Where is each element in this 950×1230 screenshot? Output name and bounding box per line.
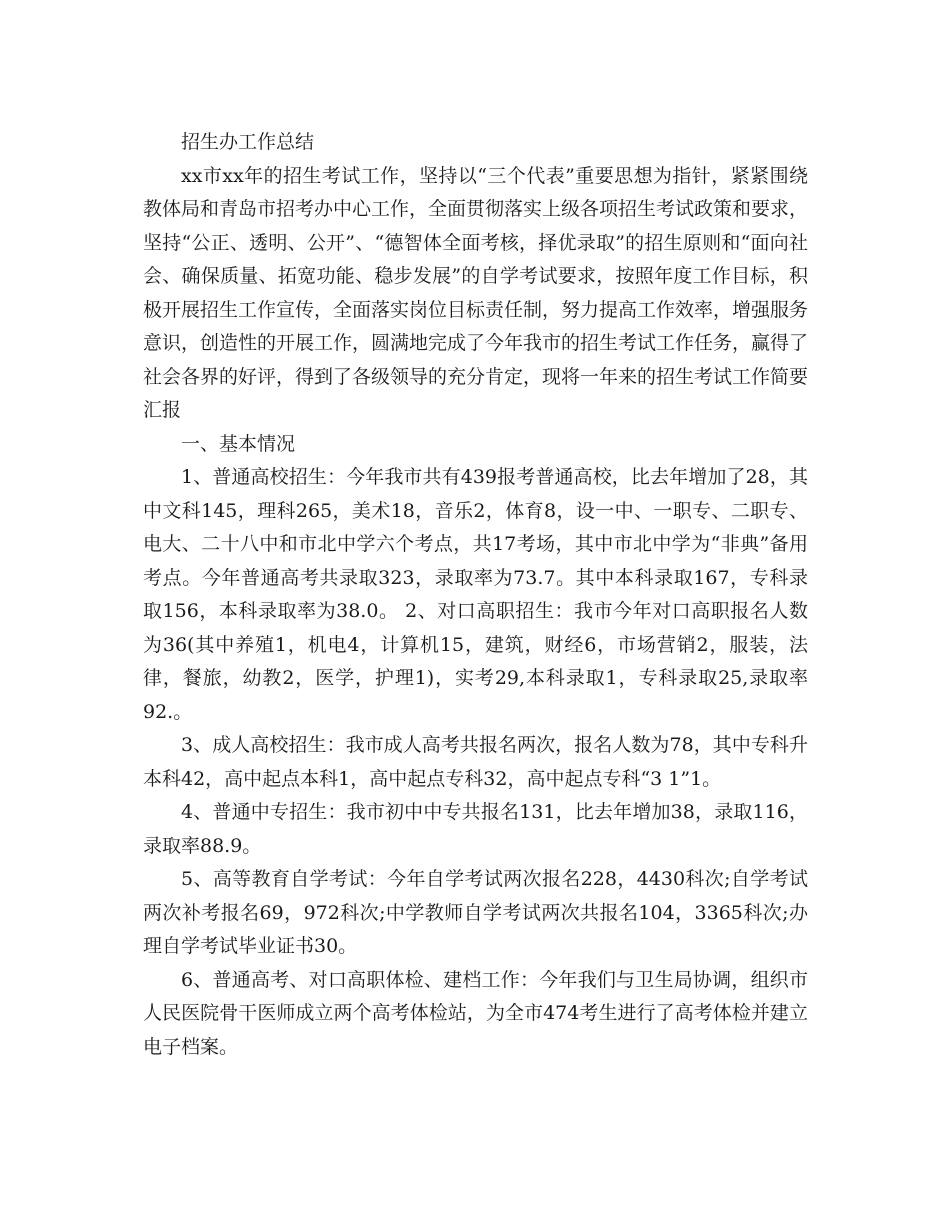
document-body xyxy=(143,126,808,1064)
paragraph-intro: xx市xx年的招生考试工作，坚持以“三个代表”重要思想为指针，紧紧围绕教体局和青岛市招考办中心工作，全面贯彻落实上级各项招生考试政策和要求，坚持“公正、透明、公开”、“德智体全面考核，择优录取”的招生原则和“面向社会、确保质量、拓宽功能、稳步发展”的自学考试要求，按照年度工作目标，积极开展招生工作宣传，全面落实岗位目标责任制，努力提高工作效率，增强服务意识，创造性的开展工作，圆满地完成了今年我市的招生考试工作任务，赢得了社会各界的好评，得到了各级领导的充分肯定，现将一年来的招生考试工作简要汇报 xyxy=(143,164,809,421)
paragraph-regular-college-admission: 1、普通高校招生：今年我市共有439报考普通高校，比去年增加了28，其中文科145，理科265，美术18，音乐2，体育8，设一中、一职专、二职专、电大、二十八中和市北中学六个考点，共17考场，其中市北中学为“非典”备用考点。今年普通高考共录取323，录取率为73.7。其中本科录取167，专科录取156，本科录取率为38.0。 2、对口高职招生：我市今年对口高职报名人数为36(其中养殖1，机电4，计算机15，建筑，财经6，市场营销2，服装，法律，餐旅，幼教2，医学，护理1)，实考29,本科录取1，专科录取25,录取率92.。 xyxy=(143,466,808,723)
document-title: 招生办工作总结 xyxy=(181,131,315,153)
paragraph-adult-college-admission: 3、成人高校招生：我市成人高考共报名两次，报名人数为78，其中专科升本科42，高中起点本科1，高中起点专科32，高中起点专科“3 1”1。 xyxy=(143,734,808,790)
paragraph-secondary-vocational-admission: 4、普通中专招生：我市初中中专共报名131，比去年增加38，录取116，录取率88.9。 xyxy=(143,801,808,857)
paragraph-physical-exam-archiving: 6、普通高考、对口高职体检、建档工作：今年我们与卫生局协调，组织市人民医院骨干医师成立两个高考体检站，为全市474考生进行了高考体检并建立电子档案。 xyxy=(143,968,808,1058)
paragraph-self-study-exam: 5、高等教育自学考试：今年自学考试两次报名228，4430科次;自学考试两次补考报名69，972科次;中学教师自学考试两次共报名104，3365科次;办理自学考试毕业证书30。 xyxy=(143,868,808,957)
section-heading-basic-situation: 一、基本情况 xyxy=(181,432,296,455)
